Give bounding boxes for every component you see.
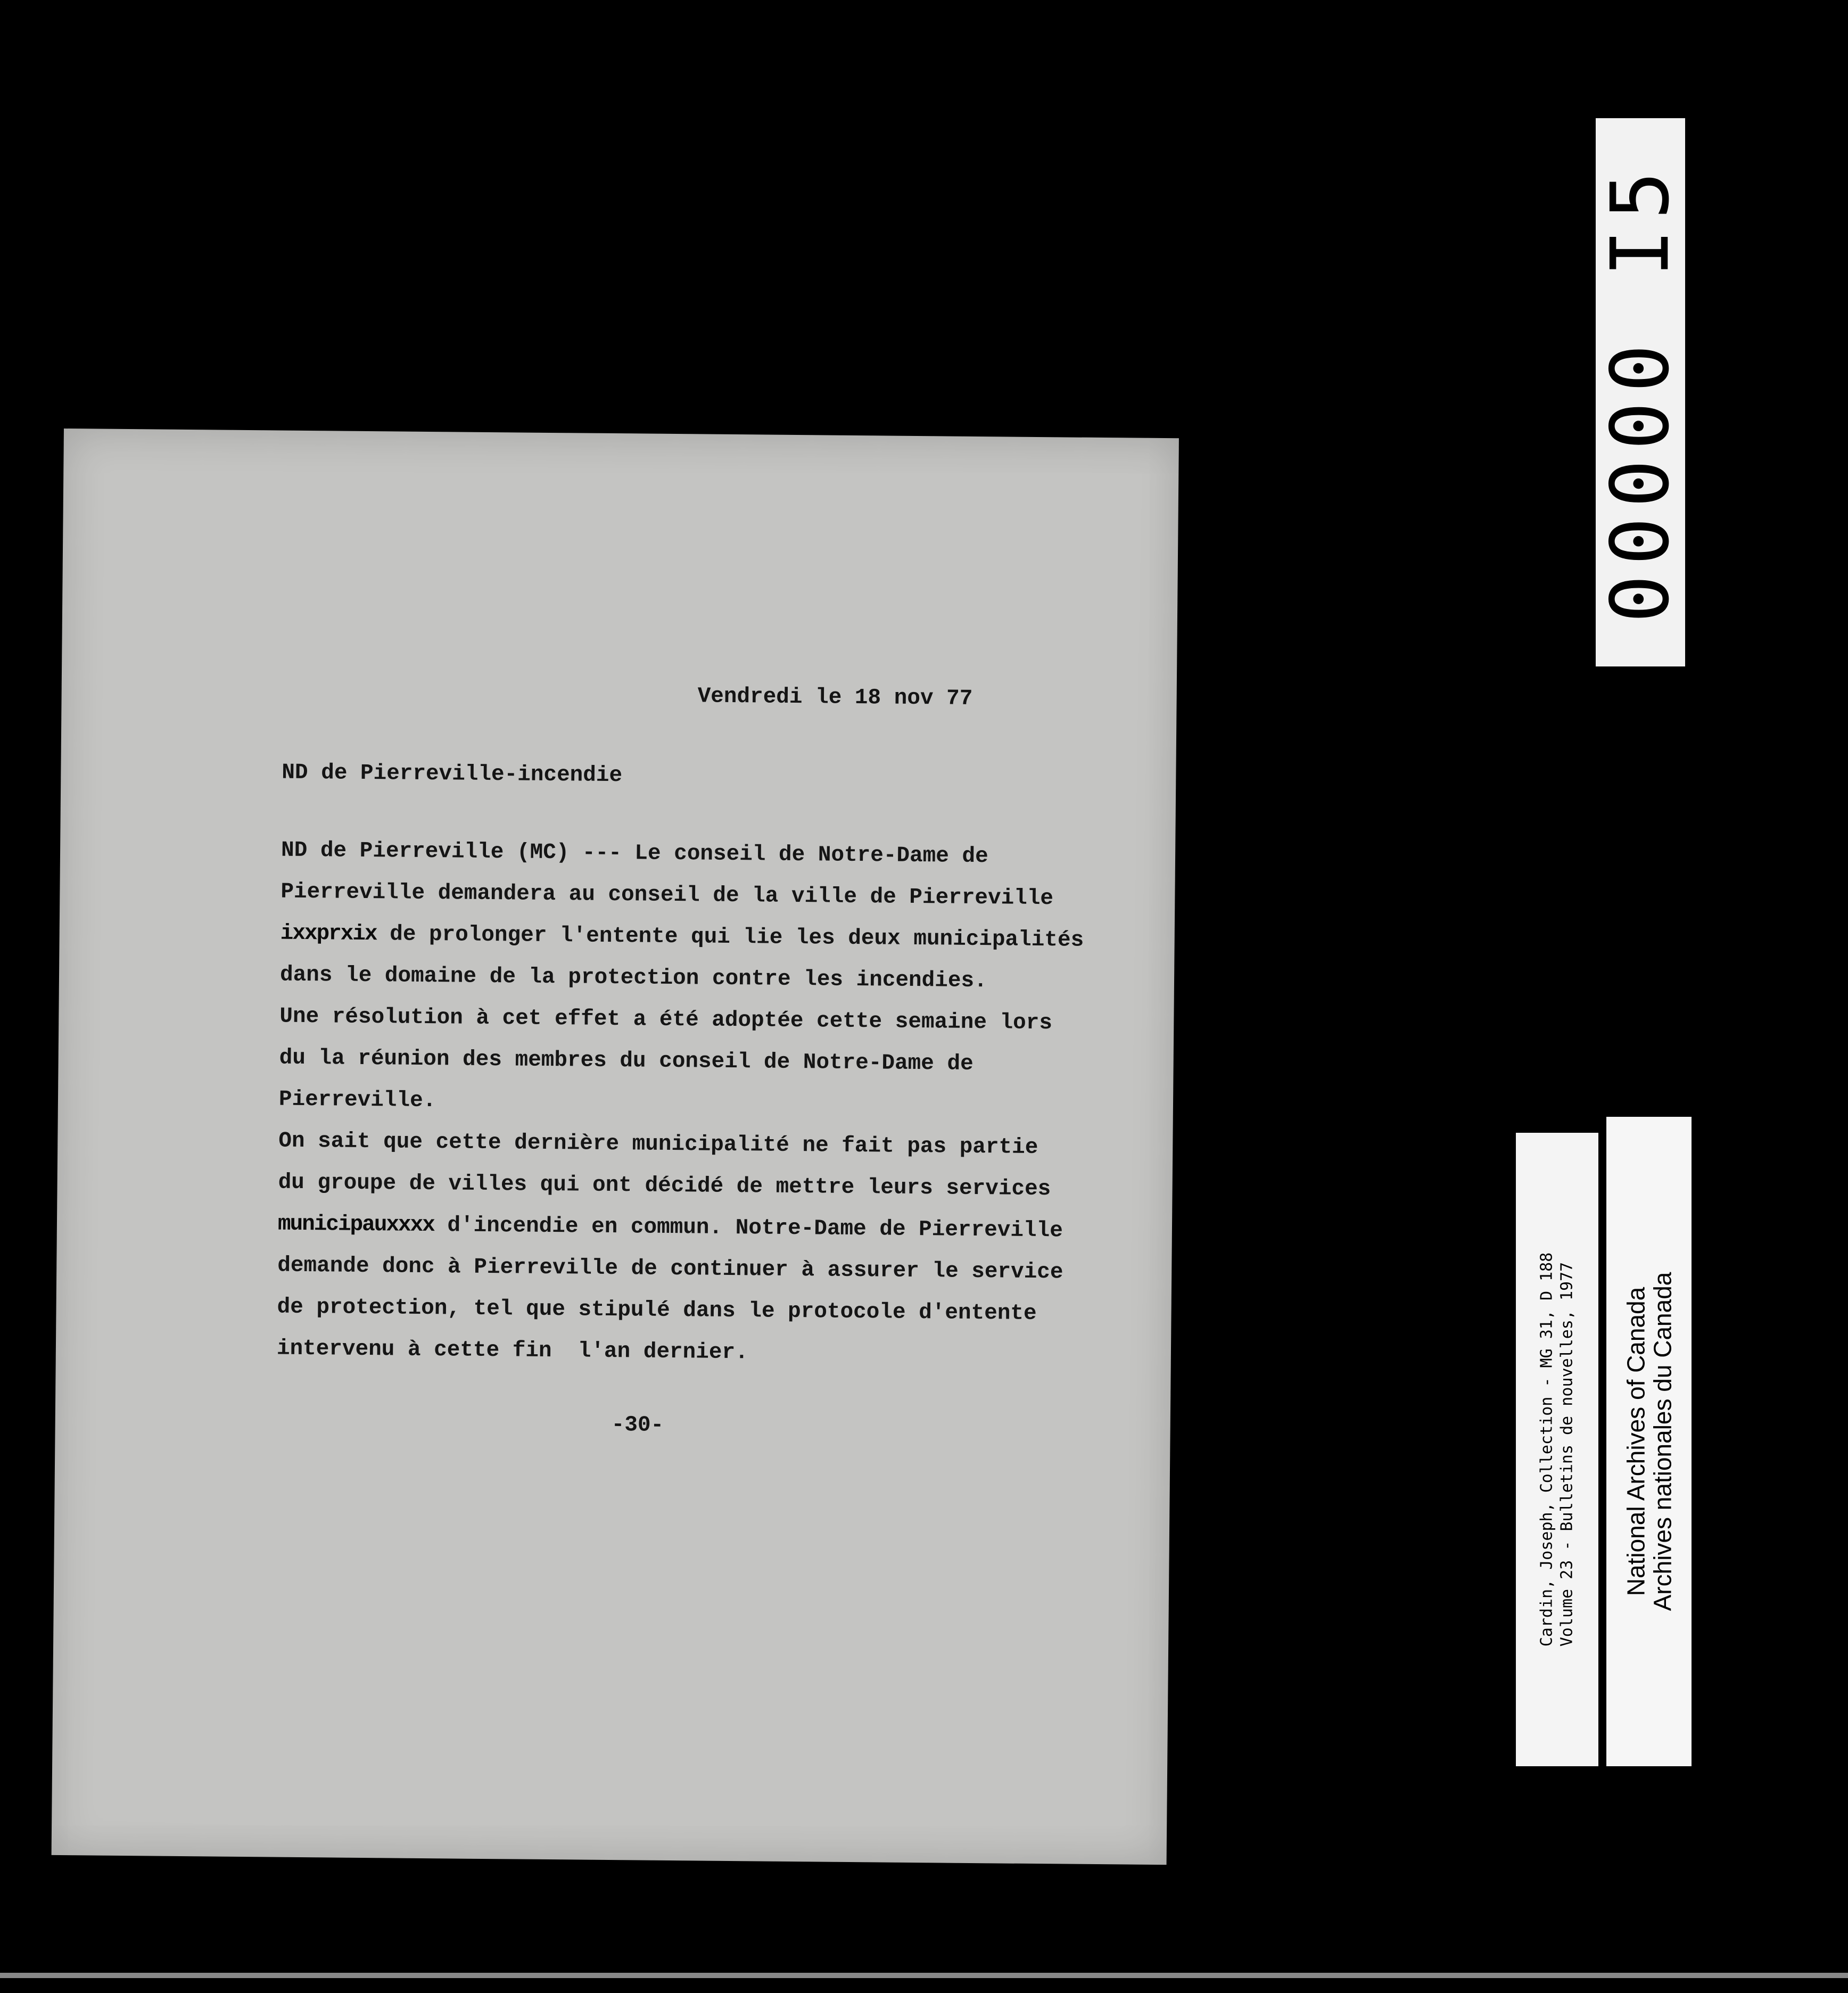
body-text: d'incendie en commun. Notre-Dame de Pierreville <box>434 1213 1063 1243</box>
body-line <box>278 1204 1082 1252</box>
citation-line-volume: Volume 23 - Bulletins de nouvelles, 1977 <box>1557 1262 1577 1647</box>
body-line <box>277 1245 1081 1294</box>
document-date: Vendredi le 18 nov 77 <box>697 684 973 711</box>
document-slug: ND de Pierreville-incendie <box>282 760 623 788</box>
body-text: demande donc à Pierreville de continuer à assurer le service <box>277 1253 1063 1285</box>
typed-document-page <box>52 429 1179 1865</box>
body-text: Pierreville. <box>278 1087 436 1114</box>
citation-line-collection: Cardin, Joseph, Collection - MG 31, D 188 <box>1537 1252 1556 1647</box>
body-line <box>278 1121 1082 1169</box>
archives-name-english: National Archives of Canada <box>1622 1287 1649 1596</box>
document-body <box>277 830 1085 1377</box>
film-edge <box>0 1973 1848 1978</box>
body-line <box>277 1287 1080 1335</box>
body-line <box>280 871 1084 920</box>
body-line <box>280 954 1084 1003</box>
frame-number: 00000 I5 <box>1594 161 1687 623</box>
archives-name-french: Archives nationales du Canada <box>1648 1272 1676 1611</box>
archives-label <box>1606 1117 1692 1766</box>
body-text: intervenu à cette fin l'an dernier. <box>276 1336 748 1365</box>
struck-out-text: municipauxxxx <box>277 1212 435 1238</box>
body-text: du groupe de villes qui ont décidé de mettre leurs services <box>278 1170 1051 1202</box>
body-line <box>281 830 1085 878</box>
body-text: du la réunion des membres du conseil de Notre-Dame de <box>279 1045 974 1076</box>
body-text: de prolonger l'entente qui lie les deux municipalités <box>376 922 1084 953</box>
body-line <box>277 1328 1080 1377</box>
body-text: dans le domaine de la protection contre les incendies. <box>279 962 987 994</box>
body-line <box>280 913 1084 961</box>
body-line <box>279 1079 1083 1127</box>
page-number: -30- <box>611 1413 664 1438</box>
body-text: ND de Pierreville (MC) --- Le conseil de Notre-Dame de <box>280 838 988 869</box>
struck-out-text: ixxprxix <box>280 921 377 947</box>
body-text: Une résolution à cet effet a été adoptée cette semaine lors <box>279 1004 1053 1036</box>
body-text: Pierreville demandera au conseil de la ville de Pierreville <box>280 879 1054 911</box>
body-line <box>279 996 1083 1044</box>
body-line <box>279 1037 1083 1086</box>
frame-number-label <box>1596 118 1685 666</box>
body-text: de protection, tel que stipulé dans le protocole d'entente <box>277 1295 1037 1327</box>
body-line <box>278 1162 1082 1210</box>
body-text: On sait que cette dernière municipalité ne fait pas partie <box>278 1129 1038 1160</box>
citation-label <box>1516 1133 1598 1766</box>
